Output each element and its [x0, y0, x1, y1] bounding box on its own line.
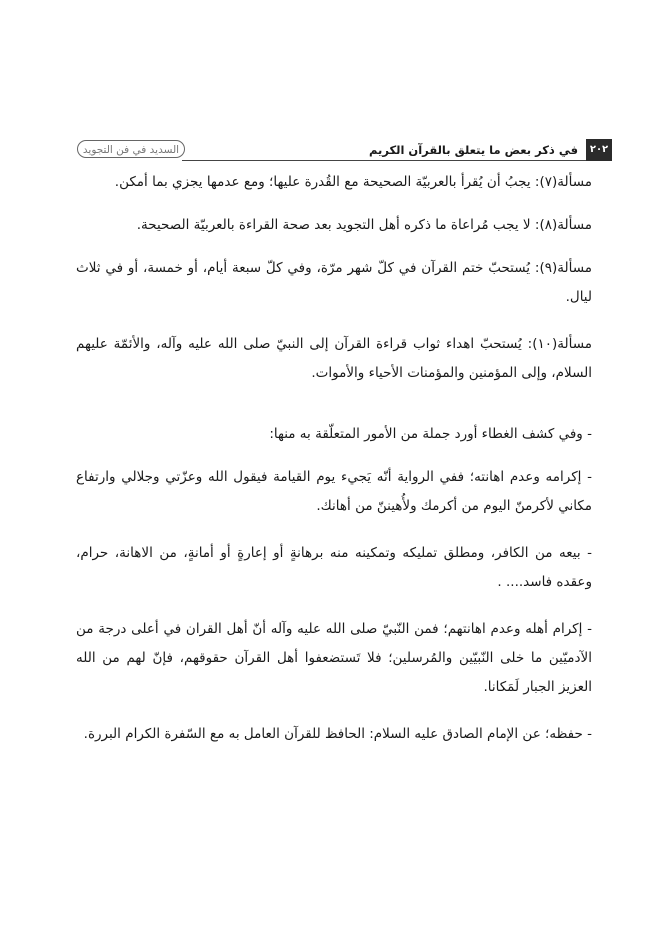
- paragraph-bayuh: - بيعه من الكافر، ومطلق تمليكه وتمكينه منه برهانةٍ أو إعارةٍ أو أمانةٍ، من الاهانة، حرام، وعقده فاسد.... .: [76, 545, 592, 590]
- header-rule: [182, 160, 586, 161]
- chapter-title: في ذكر بعض ما يتعلق بالقرآن الكريم: [368, 143, 578, 157]
- paragraph-ikramuh: - إكرامه وعدم اهانته؛ ففي الرواية أنّه يَجيء يوم القيامة فيقول الله وعزّتي وجلالي وارتفاع مكاني لأكرمنّ اليوم من أكرمك ولأُهيننّ من أهانك.: [76, 469, 592, 514]
- paragraph-masala-9: مسألة(٩): يُستحبّ ختم القرآن في كلّ شهر مرّة، وفي كلّ سبعة أيام، أو خمسة، أو في ثلاث ليال.: [76, 260, 592, 305]
- paragraph-masala-8: مسألة(٨): لا يجب مُراعاة ما ذكره أهل التجويد بعد صحة القراءة بالعربيّة الصحيحة.: [136, 217, 592, 233]
- book-title: السديد في فن التجويد: [77, 140, 185, 158]
- page-body: [76, 168, 592, 749]
- paragraph-kashf-al-ghita: - وفي كشف الغطاء أورد جملة من الأمور المتعلّقة به منها:: [269, 426, 592, 442]
- paragraph-masala-10: مسألة(١٠): يُستحبّ اهداء ثواب قراءة القرآن إلى النبيّ صلى الله عليه وآله، والأئمّة عليهم السلام، وإلى المؤمنين والمؤمنات الأحياء والأموات.: [76, 336, 592, 381]
- running-header: [77, 139, 612, 161]
- page-number: ٢٠٢: [586, 139, 612, 161]
- paragraph-ikram-ahlih: - إكرام أهله وعدم اهانتهم؛ فمن النّبيّ صلى الله عليه وآله أنّ أهل القران في أعلى درجة من الآدميّين ما خلى النّبيّين والمُرسلين؛ فلا تَستضعفوا أهل القرآن حقوقهم، فإنّ لهم من الله العزيز الجبار لَمَكانا.: [76, 621, 592, 695]
- paragraph-hifzuh: - حفظه؛ عن الإمام الصادق عليه السلام: الحافظ للقرآن العامل به مع السّفرة الكرام البررة.: [83, 726, 592, 742]
- paragraph-masala-7: مسألة(٧): يجبُ أن يُقرأ بالعربيّة الصحيحة مع القُدرة عليها؛ ومع عدمها يجزي بما أمكن.: [114, 174, 592, 190]
